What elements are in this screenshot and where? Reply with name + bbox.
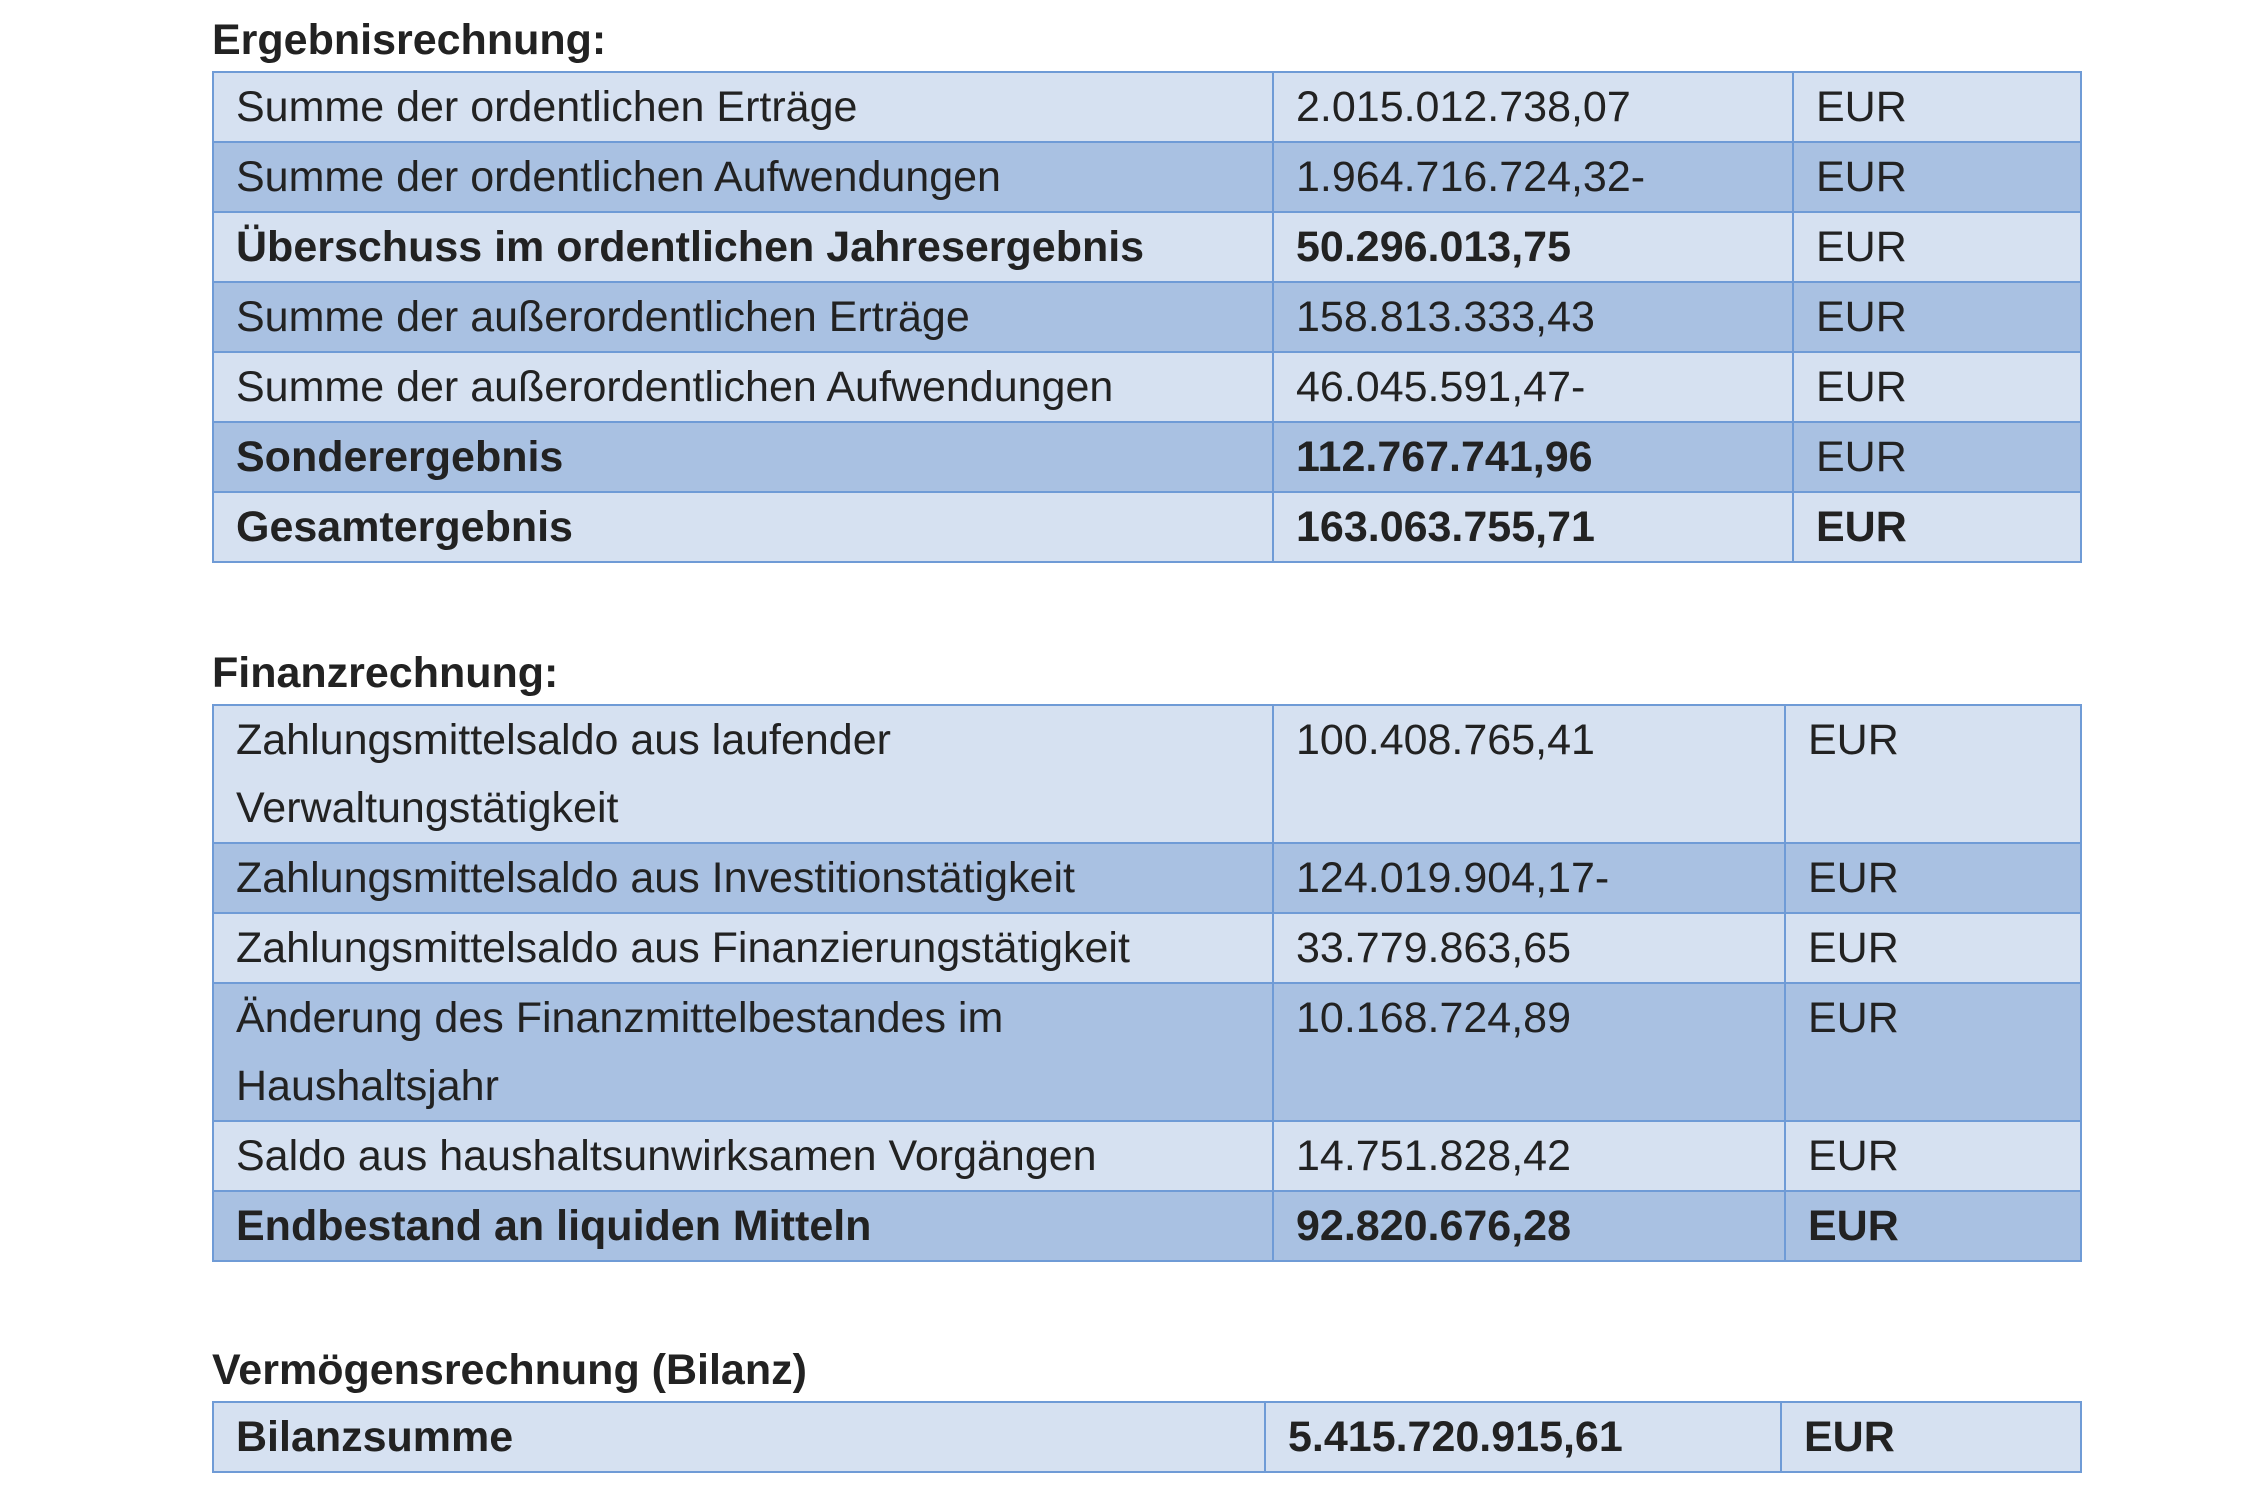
table-row xyxy=(213,142,2081,212)
table-row xyxy=(213,352,2081,422)
row-value: 100.408.765,41 xyxy=(1273,705,1785,843)
row-value: 2.015.012.738,07 xyxy=(1273,72,1793,142)
row-value: 33.779.863,65 xyxy=(1273,913,1785,983)
row-label: Endbestand an liquiden Mitteln xyxy=(213,1191,1273,1261)
row-currency: EUR xyxy=(1793,72,2081,142)
row-currency: EUR xyxy=(1793,282,2081,352)
row-label: Überschuss im ordentlichen Jahresergebnis xyxy=(213,212,1273,282)
row-label: Zahlungsmittelsaldo aus Finanzierungstätigkeit xyxy=(213,913,1273,983)
table-row xyxy=(213,212,2081,282)
table-row xyxy=(213,492,2081,562)
row-value: 50.296.013,75 xyxy=(1273,212,1793,282)
table-row xyxy=(213,913,2081,983)
row-label: Zahlungsmittelsaldo aus Investitionstätigkeit xyxy=(213,843,1273,913)
row-label: Saldo aus haushaltsunwirksamen Vorgängen xyxy=(213,1121,1273,1191)
row-label: Zahlungsmittelsaldo aus laufender Verwaltungstätigkeit xyxy=(213,705,1273,843)
table-row xyxy=(213,422,2081,492)
row-currency: EUR xyxy=(1785,913,2081,983)
row-value: 92.820.676,28 xyxy=(1273,1191,1785,1261)
finanzrechnung-title: Finanzrechnung: xyxy=(212,649,559,697)
vermoegensrechnung-table xyxy=(212,1401,2082,1473)
row-value: 1.964.716.724,32- xyxy=(1273,142,1793,212)
table-row xyxy=(213,1402,2081,1472)
row-label: Summe der außerordentlichen Erträge xyxy=(213,282,1273,352)
finanzrechnung-table xyxy=(212,704,2082,1262)
row-label: Summe der ordentlichen Erträge xyxy=(213,72,1273,142)
ergebnisrechnung-table xyxy=(212,71,2082,563)
row-currency: EUR xyxy=(1793,422,2081,492)
row-currency: EUR xyxy=(1785,983,2081,1121)
row-currency: EUR xyxy=(1793,212,2081,282)
row-currency: EUR xyxy=(1785,843,2081,913)
row-label: Gesamtergebnis xyxy=(213,492,1273,562)
row-value: 10.168.724,89 xyxy=(1273,983,1785,1121)
table-row xyxy=(213,1121,2081,1191)
row-currency: EUR xyxy=(1781,1402,2081,1472)
row-currency: EUR xyxy=(1785,1191,2081,1261)
table-row xyxy=(213,282,2081,352)
row-value: 14.751.828,42 xyxy=(1273,1121,1785,1191)
row-value: 112.767.741,96 xyxy=(1273,422,1793,492)
row-label: Summe der ordentlichen Aufwendungen xyxy=(213,142,1273,212)
row-currency: EUR xyxy=(1793,492,2081,562)
row-label: Änderung des Finanzmittelbestandes im Haushaltsjahr xyxy=(213,983,1273,1121)
table-row xyxy=(213,1191,2081,1261)
row-value: 163.063.755,71 xyxy=(1273,492,1793,562)
table-row xyxy=(213,705,2081,843)
table-row xyxy=(213,983,2081,1121)
row-currency: EUR xyxy=(1793,352,2081,422)
row-label: Bilanzsumme xyxy=(213,1402,1265,1472)
row-currency: EUR xyxy=(1785,705,2081,843)
table-row xyxy=(213,72,2081,142)
row-label: Sonderergebnis xyxy=(213,422,1273,492)
row-value: 5.415.720.915,61 xyxy=(1265,1402,1781,1472)
row-currency: EUR xyxy=(1793,142,2081,212)
row-value: 158.813.333,43 xyxy=(1273,282,1793,352)
row-value: 46.045.591,47- xyxy=(1273,352,1793,422)
row-value: 124.019.904,17- xyxy=(1273,843,1785,913)
row-label: Summe der außerordentlichen Aufwendungen xyxy=(213,352,1273,422)
table-row xyxy=(213,843,2081,913)
ergebnisrechnung-title: Ergebnisrechnung: xyxy=(212,16,607,64)
vermoegensrechnung-title: Vermögensrechnung (Bilanz) xyxy=(212,1346,807,1394)
row-currency: EUR xyxy=(1785,1121,2081,1191)
